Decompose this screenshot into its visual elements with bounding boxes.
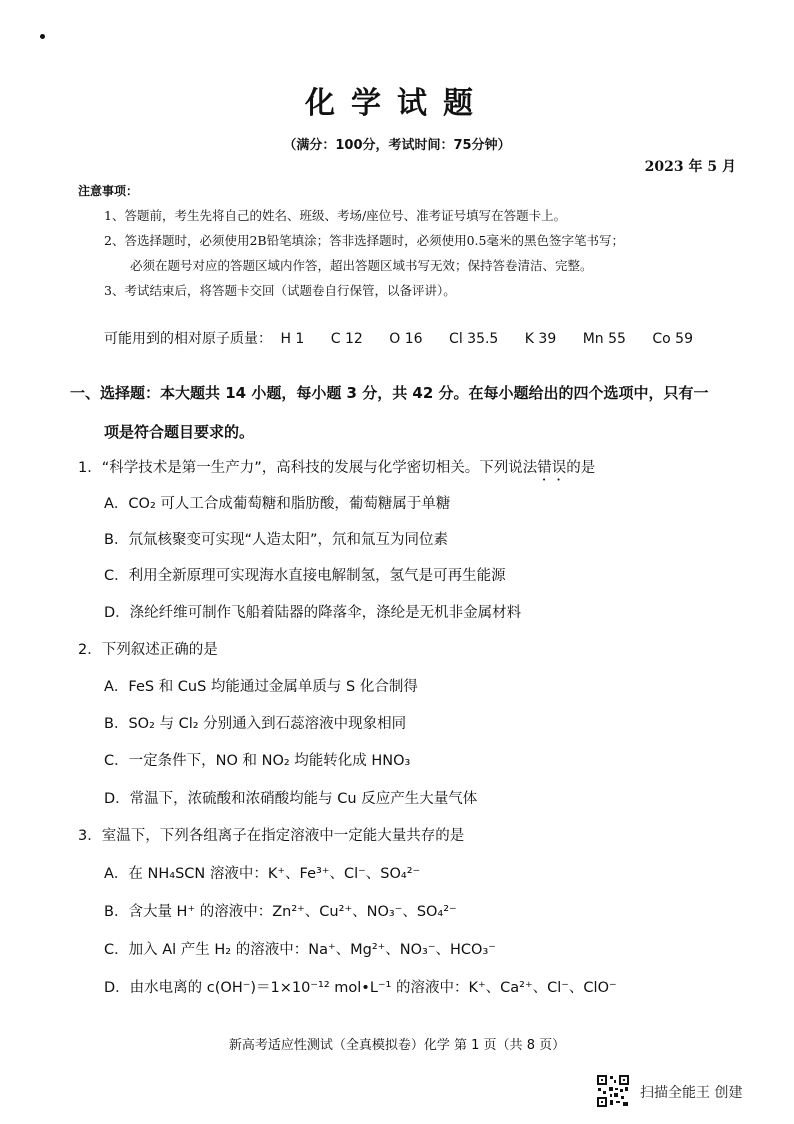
atomic-masses-label: 可能用到的相对原子质量： [104, 331, 272, 347]
page-title: 化学试题 [305, 86, 489, 121]
question-2-option-c: C．一定条件下，NO 和 NO₂ 均能转化成 HNO₃ [104, 753, 411, 769]
stem-emphasis: 错误 [537, 460, 567, 476]
section-heading-cont: 项是符合题目要求的。 [104, 423, 255, 441]
atomic-mass: H 1 [280, 331, 305, 347]
question-3-option-b: B．含大量 H⁺ 的溶液中：Zn²⁺、Cu²⁺、NO₃⁻、SO₄²⁻ [104, 904, 457, 920]
atomic-mass: Mn 55 [582, 331, 626, 347]
question-3-option-d: D．由水电离的 c(OH⁻)＝1×10⁻¹² mol•L⁻¹ 的溶液中：K⁺、Ca²⁺、Cl⁻、ClO⁻ [104, 980, 617, 996]
corner-dot [40, 34, 45, 39]
question-3-option-c: C．加入 Al 产生 H₂ 的溶液中：Na⁺、Mg²⁺、NO₃⁻、HCO₃⁻ [104, 942, 496, 958]
page-footer: 新高考适应性测试（全真模拟卷）化学 第 1 页（共 8 页） [228, 1038, 566, 1053]
stem-text: 的是 [566, 460, 596, 476]
section-heading: 一、选择题：本大题共 14 小题，每小题 3 分，共 42 分。在每小题给出的四个选项中，只有一 [70, 384, 709, 402]
question-1-option-a: A．CO₂ 可人工合成葡萄糖和脂肪酸，葡萄糖属于单糖 [104, 496, 451, 512]
question-3-option-a: A．在 NH₄SCN 溶液中：K⁺、Fe³⁺、Cl⁻、SO₄²⁻ [104, 866, 421, 882]
exam-date: 2023 年 5 月 [644, 159, 736, 175]
notice-item: 1、答题前，考生先将自己的姓名、班级、考场/座位号、准考证号填写在答题卡上。 [104, 208, 567, 223]
atomic-mass: Cl 35.5 [449, 331, 499, 347]
notice-heading: 注意事项： [78, 184, 139, 198]
atomic-masses [104, 328, 715, 348]
atomic-mass: Co 59 [652, 331, 693, 347]
notice-item: 2、答选择题时，必须使用2B铅笔填涂；答非选择题时，必须使用0.5毫米的黑色签字笔书写； [104, 233, 624, 248]
question-3-stem: 3．室温下，下列各组离子在指定溶液中一定能大量共存的是 [78, 828, 465, 844]
stem-text: 1．“科学技术是第一生产力”，高科技的发展与化学密切相关。下列说法 [78, 460, 538, 476]
question-1-option-d: D．涤纶纤维可制作飞船着陆器的降落伞，涤纶是无机非金属材料 [104, 605, 522, 621]
notice-item: 必须在题号对应的答题区域内作答，超出答题区域书写无效；保持答卷清洁、完整。 [130, 258, 593, 273]
question-1-option-c: C．利用全新原理可实现海水直接电解制氢，氢气是可再生能源 [104, 568, 506, 584]
question-2-option-d: D．常温下，浓硫酸和浓硝酸均能与 Cu 反应产生大量气体 [104, 791, 478, 807]
question-1-stem [78, 456, 595, 484]
atomic-mass: O 16 [389, 331, 423, 347]
question-1-option-b: B．氘氚核聚变可实现“人造太阳”，氘和氚互为同位素 [104, 532, 448, 548]
question-2-option-b: B．SO₂ 与 Cl₂ 分别通入到石蕊溶液中现象相同 [104, 716, 407, 732]
qr-code-icon [596, 1074, 630, 1108]
scanner-watermark: 扫描全能王 创建 [640, 1085, 743, 1101]
exam-info: （满分：100分，考试时间：75分钟） [283, 138, 511, 153]
notice-item: 3、考试结束后，将答题卡交回（试题卷自行保管，以备评讲）。 [104, 283, 456, 298]
atomic-mass: K 39 [524, 331, 557, 347]
question-2-option-a: A．FeS 和 CuS 均能通过金属单质与 S 化合制得 [104, 679, 418, 695]
question-2-stem: 2．下列叙述正确的是 [78, 642, 218, 658]
atomic-mass: C 12 [330, 331, 363, 347]
